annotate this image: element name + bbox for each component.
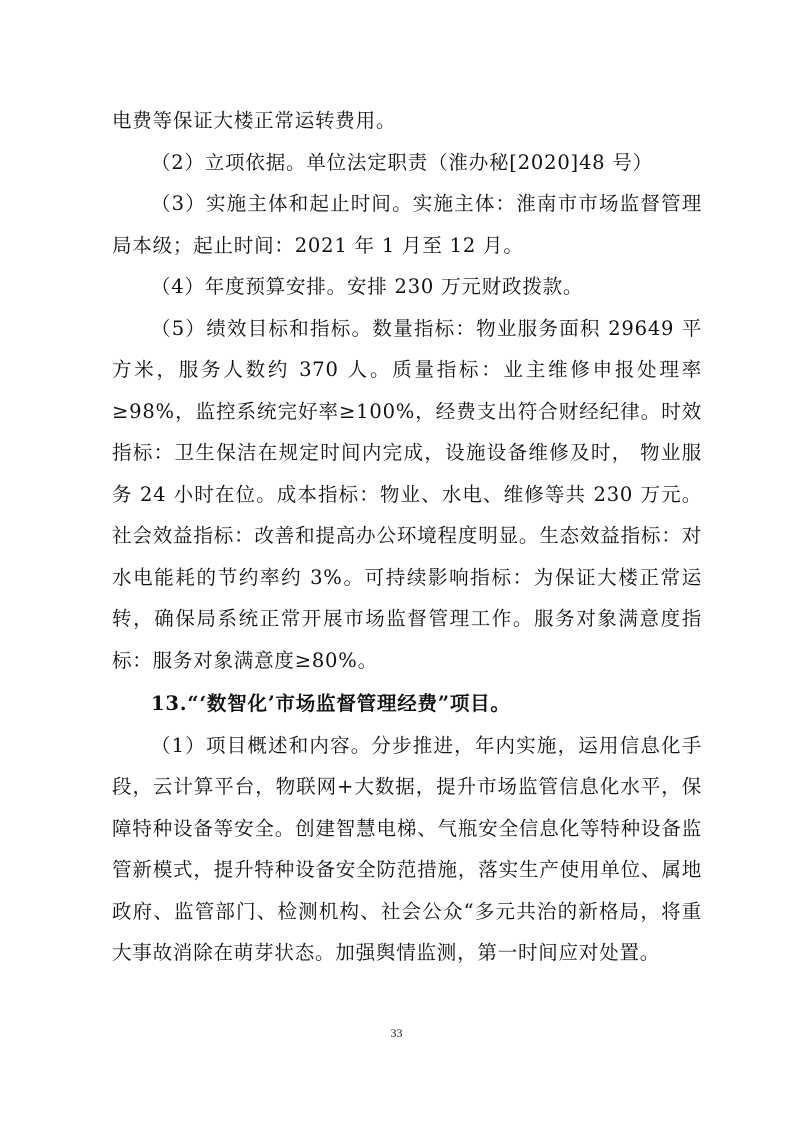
paragraph-performance: （5）绩效目标和指标。数量指标：物业服务面积 29649 平方米，服务人数约 370 人。质量指标：业主维修申报处理率≥98%，监控系统完好率≥100%，经费支出符合财经纪律。时效指标：卫生保洁在规定时间内完成，设施设备维修及时， 物业服务 24 小时在位。成本指标：物业、水电、维修等共 230 万元。社会效益指标：改善和提高办公环境程度明显。生态效益指标：对水电能耗的节约率约 3%。可持续影响指标：为保证大楼正常运转，确保局系统正常开展市场监督管理工作。服务对象满意度指标：服务对象满意度≥80%。	[112, 316, 702, 672]
paragraph-basis: （2）立项依据。单位法定职责（淮办秘[2020]48 号）	[151, 150, 653, 174]
paragraph-budget: （4）年度预算安排。安排 230 万元财政拨款。	[151, 275, 584, 298]
paragraph-implementer: （3）实施主体和起止时间。实施主体：淮南市市场监督管理局本级；起止时间：2021 年 1 月至 12 月。	[112, 192, 702, 257]
document-body	[112, 100, 702, 974]
page-number: 33	[390, 1026, 403, 1040]
paragraph-continuation: 电费等保证大楼正常运转费用。	[112, 109, 397, 132]
section-heading: 13.“‘数智化’市场监督管理经费”项目。	[151, 692, 511, 715]
paragraph-overview: （1）项目概述和内容。分步推进，年内实施，运用信息化手段，云计算平台，物联网+大数据，提升市场监管信息化水平，保障特种设备等安全。创建智慧电梯、气瓶安全信息化等特种设备监管新模式，提升特种设备安全防范措施，落实生产使用单位、属地政府、监管部门、检测机构、社会公众“多元共治的新格局，将重大事故消除在萌芽状态。加强舆情监测，第一时间应对处置。	[112, 733, 702, 964]
